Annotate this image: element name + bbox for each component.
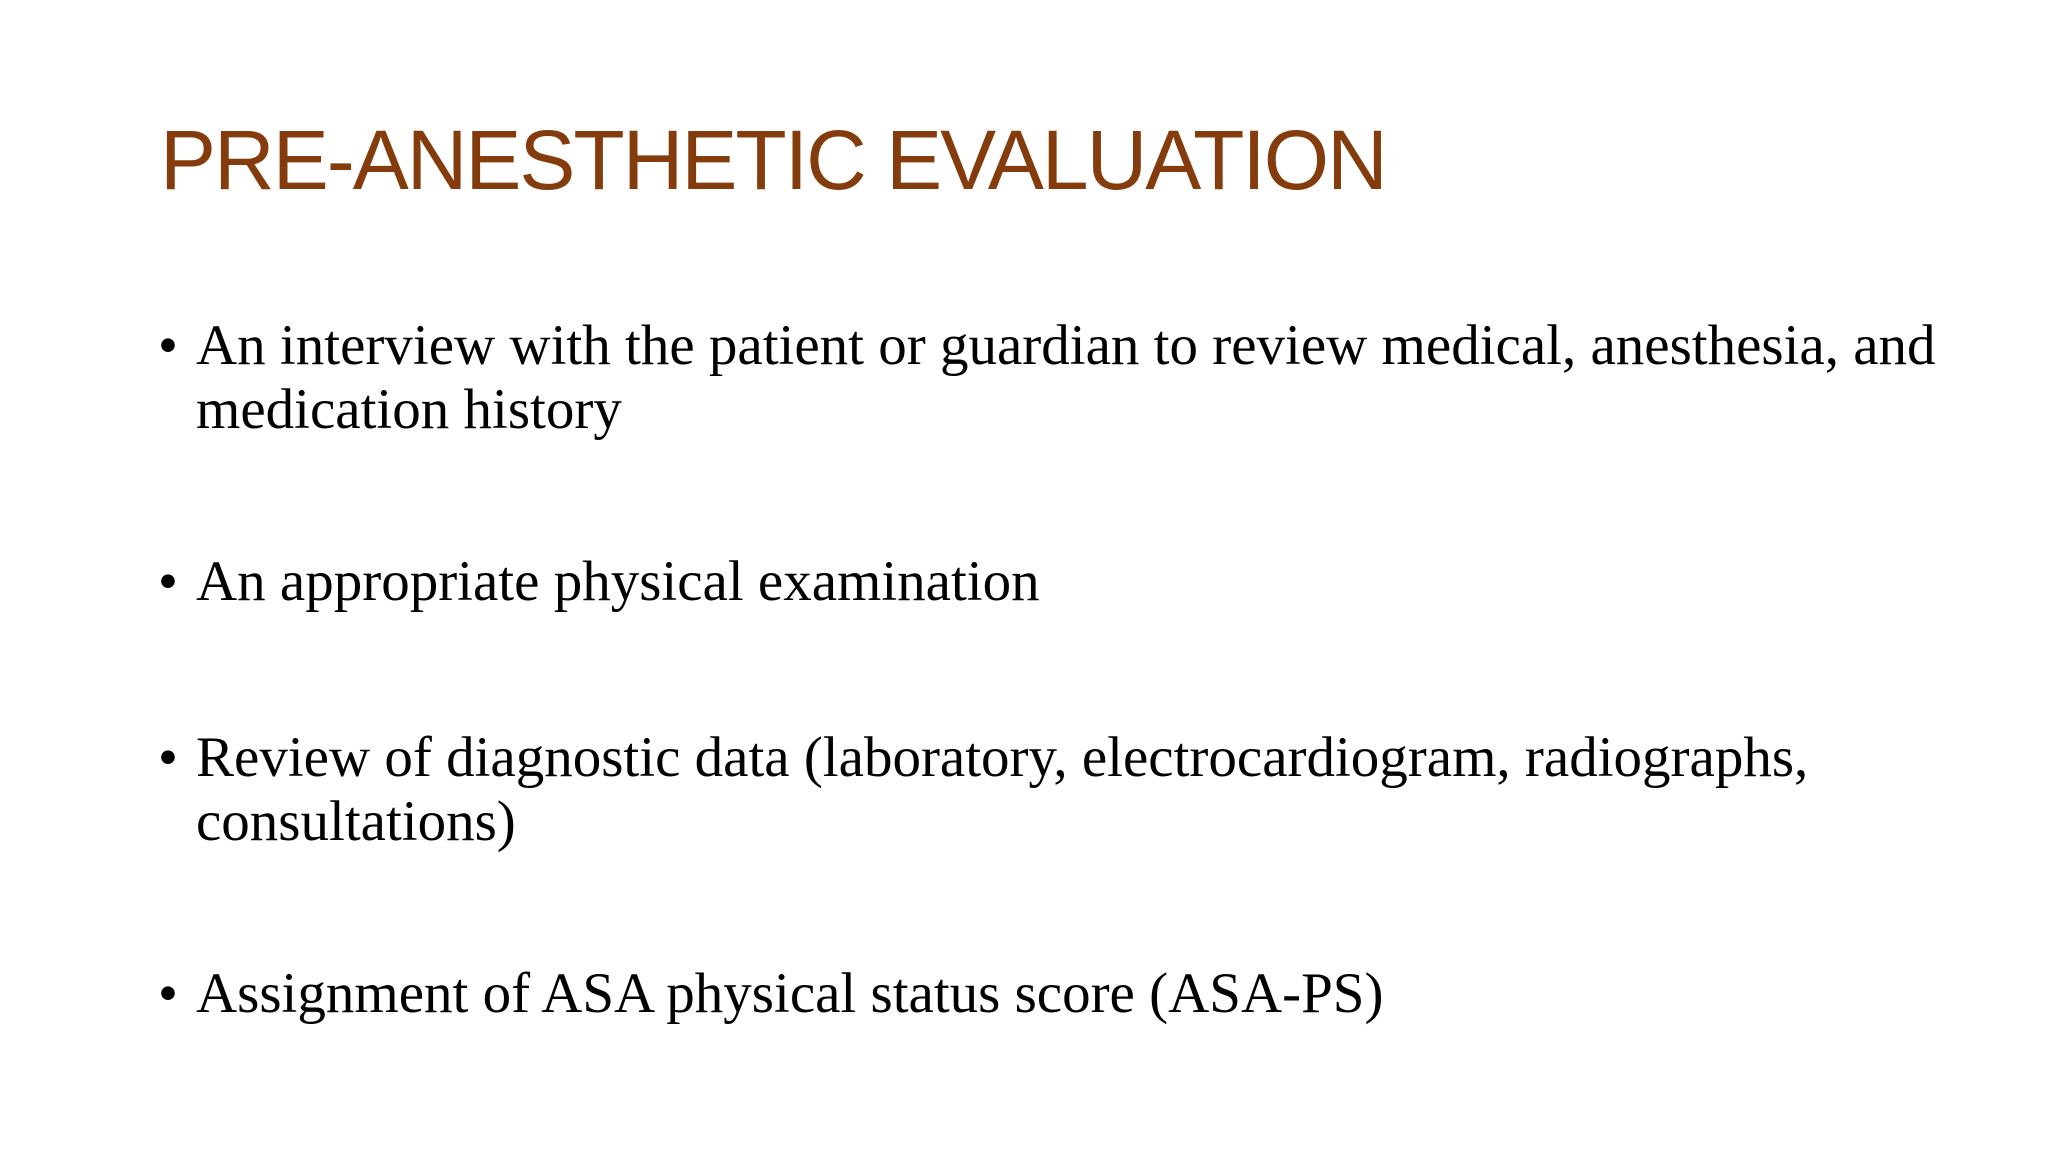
- bullet-item: [158, 314, 1988, 442]
- bullet-item: [158, 962, 1988, 1026]
- bullet-text: Assignment of ASA physical status score (ASA-PS): [196, 962, 1384, 1025]
- bullet-icon: •: [158, 962, 178, 1025]
- bullet-item: [158, 550, 1988, 614]
- bullet-icon: •: [158, 550, 178, 613]
- bullet-icon: •: [158, 314, 178, 377]
- bullet-icon: •: [158, 726, 178, 789]
- slide-title: PRE-ANESTHETIC EVALUATION: [160, 113, 1386, 207]
- bullet-text: An interview with the patient or guardian to review medical, anesthesia, and medication history: [196, 314, 1936, 441]
- bullet-text: An appropriate physical examination: [196, 550, 1040, 613]
- bullet-text: Review of diagnostic data (laboratory, electrocardiogram, radiographs, consultations): [196, 726, 1809, 853]
- bullet-item: [158, 726, 1988, 854]
